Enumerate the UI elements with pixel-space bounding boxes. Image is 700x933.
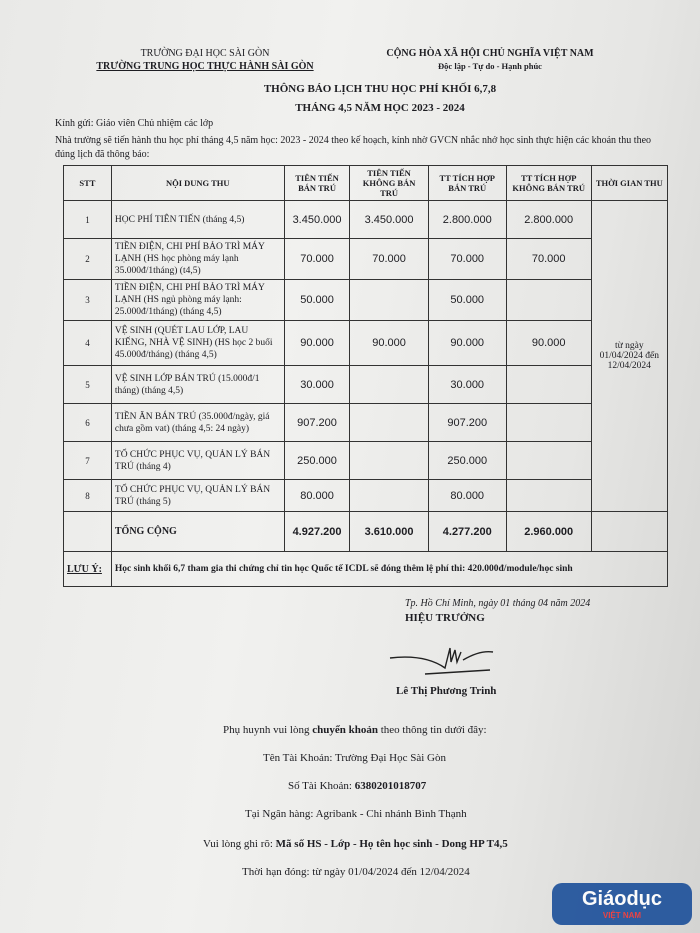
watermark-logo: Giáodục VIỆT NAM: [552, 883, 692, 925]
fee-amount: [506, 280, 591, 321]
fee-amount: 3.450.000: [284, 201, 350, 239]
column-header: STT: [64, 166, 112, 201]
fee-description: VỆ SINH LỚP BÁN TRÚ (15.000đ/1 tháng) (tháng 4,5): [111, 366, 284, 404]
account-name: Tên Tài Khoản: Trường Đại Học Sài Gòn: [263, 752, 446, 764]
total-amount: 4.277.200: [428, 512, 506, 552]
row-number: 6: [64, 404, 112, 442]
fee-amount: 250.000: [284, 442, 350, 480]
fee-amount: [350, 280, 428, 321]
column-header: NỘI DUNG THU: [111, 166, 284, 201]
table-row: [64, 321, 668, 366]
signer-role: HIỆU TRƯỞNG: [405, 612, 485, 624]
note-label: LƯU Ý:: [64, 552, 112, 587]
row-number: 3: [64, 280, 112, 321]
fee-amount: 3.450.000: [350, 201, 428, 239]
bank-name: Tại Ngân hàng: Agribank - Chi nhánh Bình Thạnh: [245, 808, 467, 820]
fee-description: TIỀN ĐIỆN, CHI PHÍ BẢO TRÌ MÁY LẠNH (HS ngủ phòng máy lạnh: 25.000đ/1tháng) (tháng 4,5): [111, 280, 284, 321]
total-amount: 2.960.000: [506, 512, 591, 552]
table-row: [64, 480, 668, 512]
total-row: [64, 512, 668, 552]
row-number: 4: [64, 321, 112, 366]
fee-amount: [506, 442, 591, 480]
table-row: [64, 201, 668, 239]
account-number: Số Tài Khoản: 6380201018707: [288, 780, 427, 792]
fee-table: [63, 165, 668, 587]
total-amount: 4.927.200: [284, 512, 350, 552]
column-header: THỜI GIAN THU: [591, 166, 667, 201]
column-header: TT TÍCH HỢP BÁN TRÚ: [428, 166, 506, 201]
school-parent: TRƯỜNG ĐẠI HỌC SÀI GÒN: [140, 48, 270, 59]
note-row: [64, 552, 668, 587]
total-label: TỔNG CỘNG: [111, 512, 284, 552]
greeting: Kính gửi: Giáo viên Chủ nhiệm các lớp: [55, 118, 214, 129]
fee-amount: 90.000: [350, 321, 428, 366]
fee-amount: [506, 404, 591, 442]
fee-amount: 50.000: [428, 280, 506, 321]
fee-amount: 250.000: [428, 442, 506, 480]
table-row: [64, 366, 668, 404]
note-text: Học sinh khối 6,7 tham gia thi chứng chỉ tin học Quốc tế ICDL sẽ đóng thêm lệ phí thi: 420.000đ/module/học sinh: [111, 552, 667, 587]
fee-description: TỔ CHỨC PHỤC VỤ, QUẢN LÝ BÁN TRÚ (tháng 5): [111, 480, 284, 512]
row-number: 1: [64, 201, 112, 239]
table-row: [64, 442, 668, 480]
table-row: [64, 280, 668, 321]
fee-amount: 2.800.000: [506, 201, 591, 239]
column-header: TT TÍCH HỢP KHÔNG BÁN TRÚ: [506, 166, 591, 201]
fee-amount: 30.000: [284, 366, 350, 404]
row-number: 7: [64, 442, 112, 480]
fee-amount: 50.000: [284, 280, 350, 321]
fee-amount: [350, 442, 428, 480]
fee-amount: 90.000: [428, 321, 506, 366]
signature-image: [385, 640, 495, 680]
transfer-memo: Vui lòng ghi rõ: Mã số HS - Lớp - Họ tên học sinh - Dong HP T4,5: [203, 838, 508, 850]
national-motto: Độc lập - Tự do - Hạnh phúc: [438, 61, 542, 71]
fee-description: HỌC PHÍ TIÊN TIẾN (tháng 4,5): [111, 201, 284, 239]
fee-amount: 2.800.000: [428, 201, 506, 239]
fee-description: TIỀN ĐIỆN, CHI PHÍ BẢO TRÌ MÁY LẠNH (HS học phòng máy lạnh 35.000đ/1tháng) (t4,5): [111, 239, 284, 280]
fee-description: TỔ CHỨC PHỤC VỤ, QUẢN LÝ BÁN TRÚ (tháng 4): [111, 442, 284, 480]
table-row: [64, 239, 668, 280]
notice-subtitle: THÁNG 4,5 NĂM HỌC 2023 - 2024: [295, 102, 465, 114]
fee-amount: [506, 480, 591, 512]
payment-intro: Phụ huynh vui lòng chuyển khoản theo thông tin dưới đây:: [223, 724, 487, 736]
fee-amount: 70.000: [506, 239, 591, 280]
fee-amount: 70.000: [284, 239, 350, 280]
place-date: Tp. Hồ Chí Minh, ngày 01 tháng 04 năm 2024: [405, 598, 591, 609]
signer-name: Lê Thị Phương Trinh: [396, 685, 497, 697]
fee-amount: 70.000: [350, 239, 428, 280]
notice-title: THÔNG BÁO LỊCH THU HỌC PHÍ KHỐI 6,7,8: [263, 83, 497, 95]
fee-amount: 30.000: [428, 366, 506, 404]
fee-amount: [350, 404, 428, 442]
school-name: TRƯỜNG TRUNG HỌC THỰC HÀNH SÀI GÒN: [96, 61, 314, 72]
table-row: [64, 404, 668, 442]
payment-deadline: Thời hạn đóng: từ ngày 01/04/2024 đến 12/04/2024: [242, 866, 470, 878]
fee-description: TIỀN ĂN BÁN TRÚ (35.000đ/ngày, giá chưa gồm vat) (tháng 4,5: 24 ngày): [111, 404, 284, 442]
fee-amount: [506, 366, 591, 404]
fee-amount: 907.200: [284, 404, 350, 442]
column-header: TIÊN TIẾN BÁN TRÚ: [284, 166, 350, 201]
column-header: TIÊN TIẾN KHÔNG BÁN TRÚ: [350, 166, 428, 201]
fee-amount: [350, 480, 428, 512]
fee-amount: 90.000: [506, 321, 591, 366]
fee-amount: 70.000: [428, 239, 506, 280]
fee-amount: 80.000: [284, 480, 350, 512]
fee-amount: [350, 366, 428, 404]
row-number: 8: [64, 480, 112, 512]
row-number: 5: [64, 366, 112, 404]
national-title: CỘNG HÒA XÃ HỘI CHỦ NGHĨA VIỆT NAM: [386, 48, 594, 59]
collection-period: từ ngày 01/04/2024 đến 12/04/2024: [591, 201, 667, 512]
fee-amount: 907.200: [428, 404, 506, 442]
fee-amount: 90.000: [284, 321, 350, 366]
row-number: 2: [64, 239, 112, 280]
fee-amount: 80.000: [428, 480, 506, 512]
intro-text: Nhà trường sẽ tiến hành thu học phí tháng 4,5 năm học: 2023 - 2024 theo kế hoạch, kính nhờ GVCN nhắc nhở học sinh thực hiện các khoản thu theo đúng lịch đã thông báo:: [55, 135, 652, 160]
fee-description: VỆ SINH (QUÉT LAU LỚP, LAU KIẾNG, NHÀ VỆ SINH) (HS học 2 buổi 45.000đ/tháng) (tháng 4,5): [111, 321, 284, 366]
total-amount: 3.610.000: [350, 512, 428, 552]
